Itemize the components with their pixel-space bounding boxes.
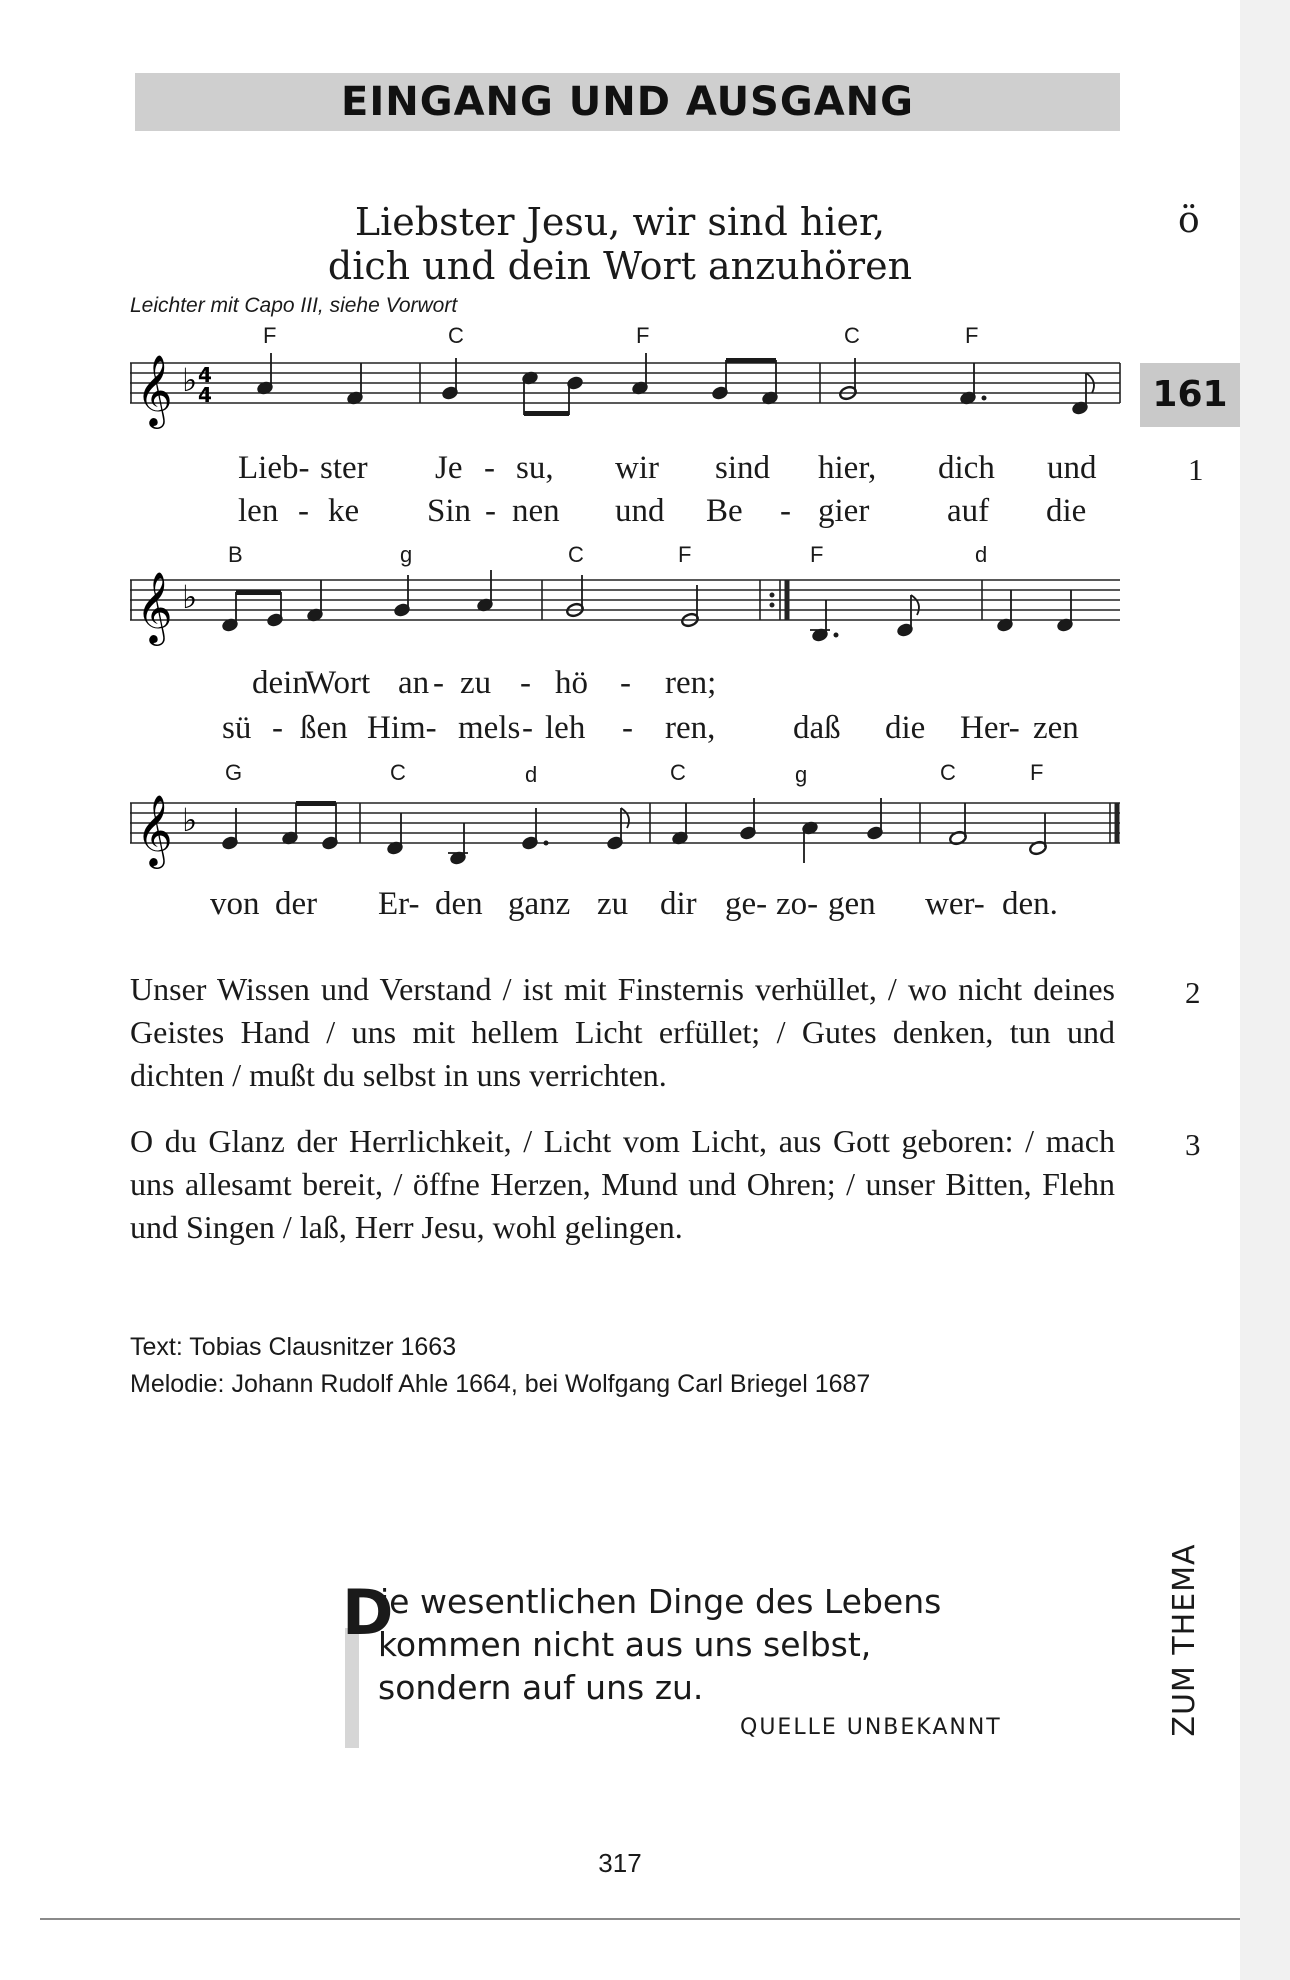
music-staff-1 [130,345,1130,455]
lyric: - [485,493,496,529]
treble-clef-icon: 𝄞 [136,570,173,643]
beam [524,411,569,416]
chord: F [810,542,824,567]
lyric: - [433,665,444,701]
lyric: Him- [367,710,437,746]
lyric: sind [715,450,771,486]
section-title: EINGANG UND AUSGANG [341,79,914,125]
chord: B [228,542,243,567]
lyric: ren, [665,710,716,746]
credit-text: Text: Tobias Clausnitzer 1663 [130,1333,457,1361]
lyric: Her- [960,710,1020,746]
lyric: ßen [300,710,348,746]
lyric: wir [615,450,659,486]
chord: F [263,323,277,348]
lyric: sü [222,710,252,746]
lyric: - [620,665,631,701]
lyric: - [484,450,495,486]
lyric: den. [1002,886,1058,922]
chord: G [225,760,243,785]
chord: F [965,323,979,348]
lyric: ster [320,450,368,486]
chord: C [940,760,956,785]
lyric: Lieb- [238,450,310,486]
verse-3-text: O du Glanz der Herrlichkeit, / Licht vom Licht, aus Gott geboren: / mach uns allesamt bereit, / öffne Herzen, Mund und Ohren; / unser Bitten, Flehn und Singen / laß, Herr Jesu, wohl gelingen. [130,1123,1115,1245]
performance-note: Leichter mit Capo III, siehe Vorwort [130,294,458,317]
treble-clef-icon: 𝄞 [136,793,173,866]
lyric: der [275,886,318,922]
hymn-title-line-1: Liebster Jesu, wir sind hier, [354,200,886,244]
lyric: leh [545,710,586,746]
lyric: - [622,710,633,746]
quote-line-1: ie wesentlichen Dinge des Lebens [380,1582,942,1621]
lyric: hier, [818,450,877,486]
hymn-title-line-2: dich und dein Wort anzuhören [327,244,913,288]
lyric: Je [435,450,463,486]
lyric: zu [460,665,492,701]
lyric: Be [706,493,743,529]
lyric: wer- [925,886,985,922]
lyric: dir [660,886,697,922]
time-signature-top: 4 [198,363,212,387]
lyric: zen [1033,710,1079,746]
lyric: gen [828,886,876,922]
lyric: hö [555,665,588,701]
lyric: die [1046,493,1087,529]
lyric: su, [516,450,554,486]
hymn-number-tab: 161 [1140,363,1240,427]
lyric: - [520,665,531,701]
flat-sign-icon: ♭ [182,801,198,839]
lyric: len [238,493,279,529]
beam [236,590,281,595]
flat-sign-icon: ♭ [182,361,198,399]
lyric: dein [252,665,309,701]
lyric: daß [793,710,841,746]
lyric: mels [458,710,521,746]
quote-initial: D [342,1576,394,1649]
lyric: - [272,710,283,746]
flat-sign-icon: ♭ [182,578,198,616]
chord: C [844,323,860,348]
quote-source: QUELLE UNBEKANNT [740,1715,1002,1740]
verse-number: 1 [1188,452,1204,487]
chord: F [1030,760,1044,785]
bottom-rule [40,1918,1240,1920]
verse-number: 3 [1185,1127,1201,1162]
page-edge [1240,0,1290,1980]
lyric: dich [938,450,995,486]
lyric: ge- [725,886,768,922]
credit-melody: Melodie: Johann Rudolf Ahle 1664, bei Wolfgang Carl Briegel 1687 [130,1370,871,1398]
lyric: die [885,710,926,746]
treble-clef-icon: 𝄞 [136,353,173,426]
chord: g [795,762,808,787]
lyric: und [615,493,665,529]
chord: C [568,542,584,567]
chord: C [448,323,464,348]
lyric: Er- [378,886,420,922]
quote-line-3: sondern auf uns zu. [378,1668,704,1707]
music-staff-3 [130,785,1130,895]
chord: d [975,542,988,567]
lyric: von [210,886,260,922]
lyric: ke [328,493,360,529]
side-label: ZUM THEMA [1167,1543,1202,1737]
music-staff-2 [130,562,1130,672]
lyric: an [398,665,430,701]
chord: F [678,542,692,567]
quote-line-2: kommen nicht aus uns selbst, [378,1625,872,1664]
lyric: und [1047,450,1097,486]
chord: C [390,760,406,785]
lyric: Sin [427,493,472,529]
chord: g [400,542,413,567]
hymn-tag: ö [1178,200,1200,241]
lyric: ganz [508,886,571,922]
lyric: Wort [305,665,371,701]
time-signature-bottom: 4 [198,383,212,407]
lyric: zu [597,886,629,922]
beam [296,801,336,806]
verse-number: 2 [1185,975,1201,1010]
chord: d [525,762,538,787]
chord: C [670,760,686,785]
lyric: nen [512,493,560,529]
lyric: den [435,886,483,922]
lyric: ren; [665,665,717,701]
lyric: - [780,493,791,529]
beam [726,358,776,363]
lyric: - [522,710,533,746]
page-number: 317 [598,1848,642,1878]
verse-2-text: Unser Wissen und Verstand / ist mit Finsternis verhüllet, / wo nicht deines Geistes Hand / uns mit hellem Licht erfüllet; / Gutes denken, tun und dichten / mußt du selbst in uns verrichten. [130,971,1115,1093]
chord: F [636,323,650,348]
lyric: zo- [776,886,819,922]
lyric: gier [818,493,870,529]
lyric: - [298,493,309,529]
lyric: auf [947,493,990,529]
